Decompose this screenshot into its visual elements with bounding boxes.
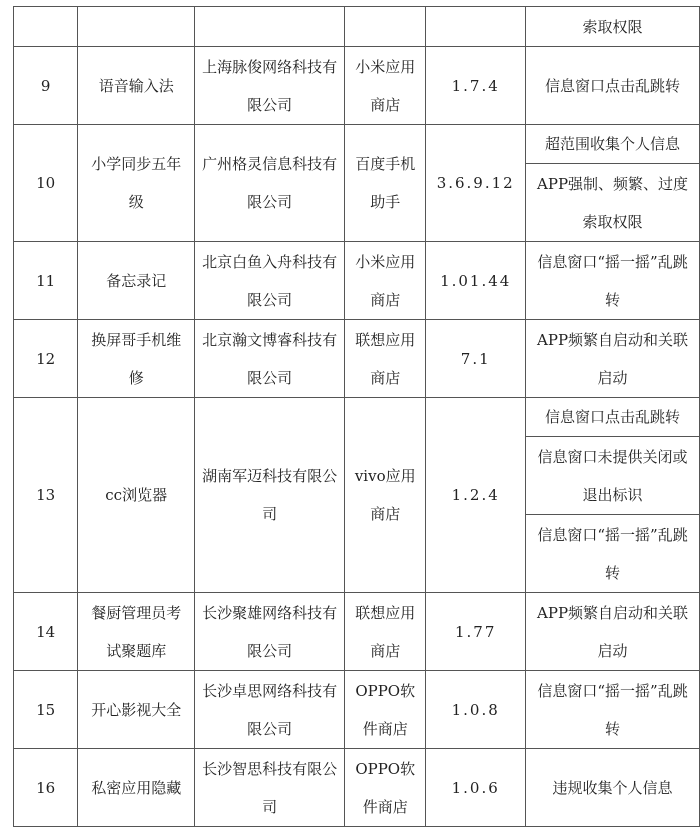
cell-no: 11 bbox=[14, 242, 78, 320]
cell-app-name: 小学同步五年级 bbox=[78, 125, 195, 242]
cell-issue: 信息窗口点击乱跳转 bbox=[526, 398, 700, 437]
cell-no: 15 bbox=[14, 671, 78, 749]
cell-developer bbox=[195, 7, 345, 47]
cell-developer: 广州格灵信息科技有限公司 bbox=[195, 125, 345, 242]
cell-version: 1.7.4 bbox=[426, 47, 526, 125]
cell-store: 小米应用商店 bbox=[345, 47, 426, 125]
cell-version bbox=[426, 7, 526, 47]
table-row bbox=[14, 47, 700, 125]
table-row bbox=[14, 125, 700, 164]
cell-issue: APP频繁自启动和关联启动 bbox=[526, 593, 700, 671]
cell-version: 1.0.6 bbox=[426, 749, 526, 827]
table-row bbox=[14, 593, 700, 671]
cell-no bbox=[14, 7, 78, 47]
cell-store: OPPO软件商店 bbox=[345, 749, 426, 827]
cell-app-name: 备忘录记 bbox=[78, 242, 195, 320]
cell-developer: 北京白鱼入舟科技有限公司 bbox=[195, 242, 345, 320]
cell-store: vivo应用商店 bbox=[345, 398, 426, 593]
cell-no: 13 bbox=[14, 398, 78, 593]
table-row-continued bbox=[14, 7, 700, 47]
cell-no: 14 bbox=[14, 593, 78, 671]
cell-developer: 北京瀚文博睿科技有限公司 bbox=[195, 320, 345, 398]
app-violation-table bbox=[13, 6, 700, 827]
cell-store: OPPO软件商店 bbox=[345, 671, 426, 749]
cell-no: 16 bbox=[14, 749, 78, 827]
cell-developer: 长沙智思科技有限公司 bbox=[195, 749, 345, 827]
cell-developer: 长沙聚雄网络科技有限公司 bbox=[195, 593, 345, 671]
cell-store bbox=[345, 7, 426, 47]
cell-issue: 信息窗口“摇一摇”乱跳转 bbox=[526, 515, 700, 593]
table-row bbox=[14, 671, 700, 749]
cell-version: 1.77 bbox=[426, 593, 526, 671]
cell-issue: 信息窗口点击乱跳转 bbox=[526, 47, 700, 125]
cell-app-name bbox=[78, 7, 195, 47]
cell-issue: 索取权限 bbox=[526, 7, 700, 47]
cell-version: 1.01.44 bbox=[426, 242, 526, 320]
cell-version: 1.2.4 bbox=[426, 398, 526, 593]
table-row bbox=[14, 242, 700, 320]
cell-no: 12 bbox=[14, 320, 78, 398]
cell-no: 10 bbox=[14, 125, 78, 242]
cell-store: 小米应用商店 bbox=[345, 242, 426, 320]
cell-developer: 湖南军迈科技有限公司 bbox=[195, 398, 345, 593]
table-row bbox=[14, 749, 700, 827]
cell-no: 9 bbox=[14, 47, 78, 125]
cell-store: 百度手机助手 bbox=[345, 125, 426, 242]
cell-app-name: 换屏哥手机维修 bbox=[78, 320, 195, 398]
cell-app-name: 私密应用隐藏 bbox=[78, 749, 195, 827]
cell-issue: 信息窗口未提供关闭或退出标识 bbox=[526, 437, 700, 515]
cell-issue: 信息窗口“摇一摇”乱跳转 bbox=[526, 242, 700, 320]
cell-developer: 上海脉俊网络科技有限公司 bbox=[195, 47, 345, 125]
cell-app-name: 语音输入法 bbox=[78, 47, 195, 125]
table-row bbox=[14, 398, 700, 437]
cell-app-name: cc浏览器 bbox=[78, 398, 195, 593]
cell-app-name: 开心影视大全 bbox=[78, 671, 195, 749]
cell-version: 3.6.9.12 bbox=[426, 125, 526, 242]
cell-version: 7.1 bbox=[426, 320, 526, 398]
cell-app-name: 餐厨管理员考试聚题库 bbox=[78, 593, 195, 671]
cell-issue: APP强制、频繁、过度索取权限 bbox=[526, 164, 700, 242]
table-row bbox=[14, 320, 700, 398]
cell-developer: 长沙卓思网络科技有限公司 bbox=[195, 671, 345, 749]
cell-version: 1.0.8 bbox=[426, 671, 526, 749]
cell-store: 联想应用商店 bbox=[345, 320, 426, 398]
cell-issue: 信息窗口“摇一摇”乱跳转 bbox=[526, 671, 700, 749]
cell-issue: 违规收集个人信息 bbox=[526, 749, 700, 827]
cell-store: 联想应用商店 bbox=[345, 593, 426, 671]
cell-issue: 超范围收集个人信息 bbox=[526, 125, 700, 164]
cell-issue: APP频繁自启动和关联启动 bbox=[526, 320, 700, 398]
